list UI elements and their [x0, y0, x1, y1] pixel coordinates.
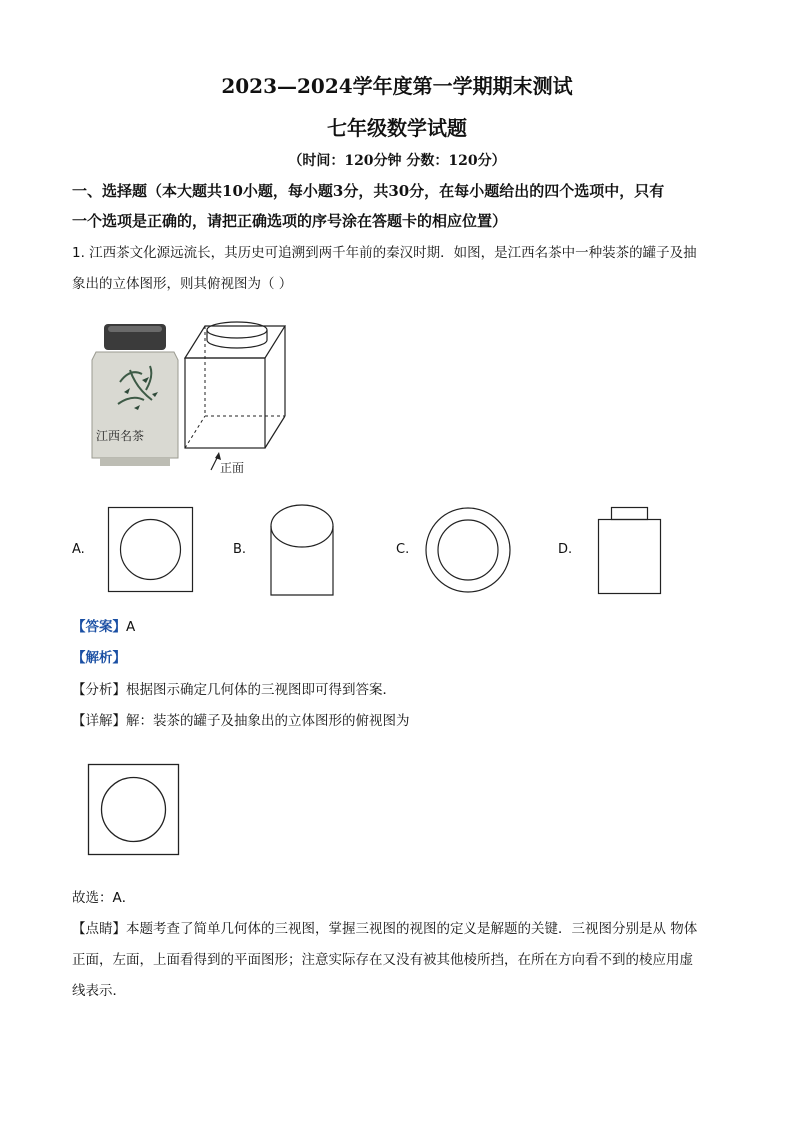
comment-line1: [72, 914, 732, 945]
comment-tag: 【点睛】: [72, 921, 126, 937]
comment-line3: 线表示．: [72, 983, 126, 999]
option-d-figure: [598, 507, 662, 595]
detail-text: 解：装茶的罐子及抽象出的立体图形的俯视图为: [126, 713, 410, 729]
section-heading-line1: 一、选择题（本大题共10小题，每小题3分，共30分，在每小题给出的四个选项中，只有: [72, 182, 665, 200]
fenxi-tag: 【分析】: [72, 682, 126, 698]
answer-line: [72, 612, 732, 643]
option-c-figure: [424, 506, 512, 594]
exam-title: 2023—2024学年度第一学期期末测试: [221, 74, 573, 98]
option-a-figure: [108, 507, 194, 593]
option-c-label[interactable]: C.: [396, 542, 410, 557]
fenxi-text: 根据图示确定几何体的三视图即可得到答案．: [126, 682, 396, 698]
front-label: 正面: [220, 461, 245, 475]
question-text-line1: 1. 江西茶文化源远流长，其历史可追溯到两千年前的秦汉时期．如图，是江西名茶中一种装茶的罐子及抽: [72, 245, 697, 261]
detail-tag: 【详解】: [72, 713, 126, 729]
choose-line: 故选：A．: [72, 890, 136, 906]
jar-label: 江西名茶: [96, 429, 145, 443]
comment-line2: 正面，左面，上面看得到的平面图形；注意实际存在又没有被其他棱所挡，在所在方向看不到的棱应用虚: [72, 952, 693, 968]
detail-line: [72, 706, 732, 737]
option-a-label[interactable]: A.: [72, 542, 85, 557]
question-text-line2: 象出的立体图形，则其俯视图为（ ）: [72, 276, 293, 292]
analysis-line: [72, 643, 732, 674]
top-view-figure: [88, 764, 180, 856]
analysis-tag: 【解析】: [72, 650, 126, 666]
answer-tag: 【答案】: [72, 619, 126, 635]
fenxi-line: [72, 675, 732, 706]
answer-value: A: [126, 619, 136, 635]
option-b-label[interactable]: B.: [233, 542, 247, 557]
abstract-solid-figure: [185, 318, 295, 478]
tea-jar-image: [90, 322, 180, 467]
option-d-label[interactable]: D.: [558, 542, 573, 557]
comment-text-1: 本题考查了简单几何体的三视图，掌握三视图的视图的定义是解题的关键．三视图分别是从 物体: [126, 921, 698, 937]
option-b-figure: [270, 504, 334, 596]
exam-subtitle: 七年级数学试题: [327, 116, 467, 140]
exam-meta: （时间：120分钟 分数：120分）: [288, 153, 506, 169]
section-heading-line2: 一个选项是正确的，请把正确选项的序号涂在答题卡的相应位置）: [72, 212, 508, 230]
